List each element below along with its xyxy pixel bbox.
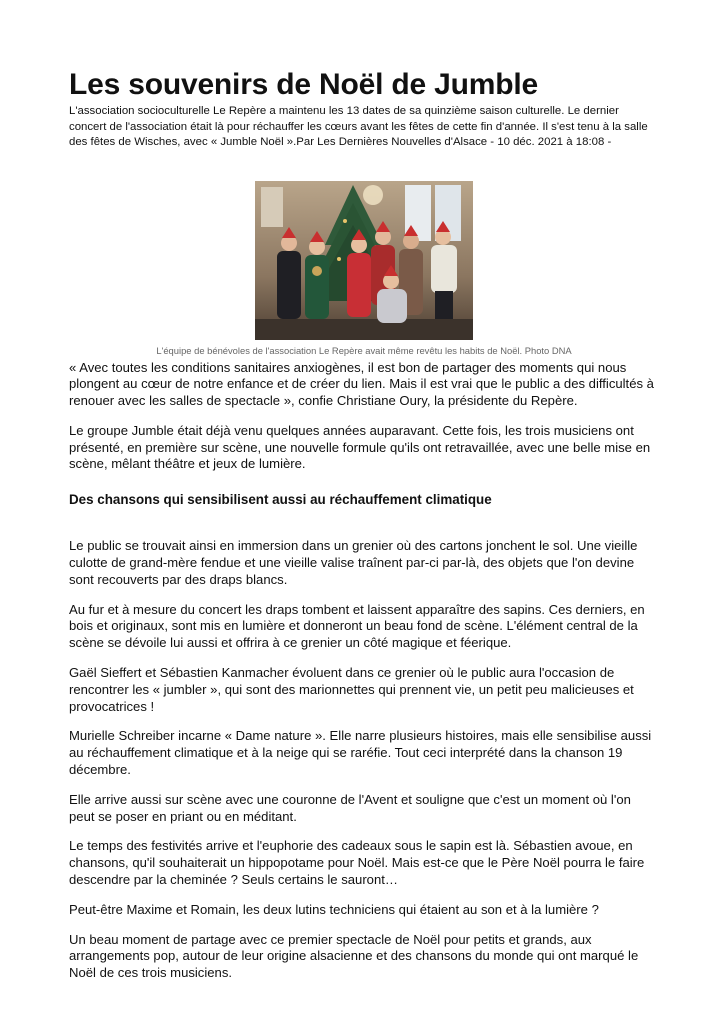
paragraph-5: Elle arrive aussi sur scène avec une couronne de l'Avent et souligne que c'est un moment où l'on peut se poser en priant ou en méditant. bbox=[69, 791, 631, 824]
paragraph-1: Le public se trouvait ainsi en immersion dans un grenier où des cartons jonchent le sol. Une vieille culotte de grand-mère fendue et une vieille valise traînent par-ci par-là, des objets que l'on devine sont recouverts par des draps blancs. bbox=[69, 538, 638, 587]
article-title: Les souvenirs de Noël de Jumble bbox=[69, 68, 538, 101]
paragraph-2: Au fur et à mesure du concert les draps tombent et laissent apparaître des sapins. Ces derniers, en bois et originaux, sont mis en lumière et donneront un beau fond de scène. L'élément central de la scène se dévoile lui aussi et offrira à ce grenier un côté magique et féerique. bbox=[69, 601, 645, 651]
photo-caption: L'équipe de bénévoles de l'association Le Repère avait même revêtu les habits de Noël. Photo DNA bbox=[156, 344, 572, 356]
paragraph-intro-1: « Avec toutes les conditions sanitaires anxiogènes, il est bon de partager des moments qui nous plongent au cœur de notre enfance et de créer du lien. Mais il est vrai que le public a des difficultés à renouer avec les salles de spectacle », confie Christiane Oury, la présidente du Repère. bbox=[69, 359, 654, 409]
article-body bbox=[69, 360, 659, 983]
article-figure bbox=[69, 181, 659, 357]
article-lede: L'association socioculturelle Le Repère a maintenu les 13 dates de sa quinzième saison culturelle. Le dernier concert de l'association était là pour réchauffer les cœurs avant les fêtes de cette fin d'année. Il s'est tenu à la salle des fêtes de Wisches, avec « Jumble Noël ».Par Les Dernières Nouvelles d'Alsace - 10 déc. 2021 à 18:08 - bbox=[69, 105, 648, 148]
paragraph-intro-2: Le groupe Jumble était déjà venu quelques années auparavant. Cette fois, les trois musiciens ont présenté, en première sur scène, une nouvelle formule qu'ils ont retravaillée, avec une belle mise en scène, mêlant théâtre et jeux de lumière. bbox=[69, 422, 651, 472]
section-subheading: Des chansons qui sensibilisent aussi au réchauffement climatique bbox=[69, 492, 492, 508]
paragraph-8: Un beau moment de partage avec ce premier spectacle de Noël pour petits et grands, aux arrangements pop, autour de leur origine alsacienne et des chansons du monde qui ont marqué le Noël de ces trois musiciens. bbox=[69, 931, 639, 981]
article-photo bbox=[255, 181, 473, 340]
paragraph-4: Murielle Schreiber incarne « Dame nature ». Elle narre plusieurs histoires, mais elle sensibilise aussi au réchauffement climatique et à la neige qui se raréfie. Tout ceci interprété dans la chanson 19 décembre. bbox=[69, 728, 652, 778]
paragraph-3: Gaël Sieffert et Sébastien Kanmacher évoluent dans ce grenier où le public aura l'occasion de rencontrer les « jumbler », qui sont des marionnettes qui prennent vie, un petit peu malicieuses et provocatrices ! bbox=[69, 665, 634, 714]
article bbox=[69, 68, 659, 995]
paragraph-6: Le temps des festivités arrive et l'euphorie des cadeaux sous le sapin est là. Sébastien avoue, en chansons, qu'il souhaiterait un hippopotame pour Noël. Mais est-ce que le Père Noël pourra le faire descendre par la cheminée ? Seuls certains le sauront… bbox=[69, 838, 645, 888]
paragraph-7: Peut-être Maxime et Romain, les deux lutins techniciens qui étaient au son et à la lumière ? bbox=[69, 901, 599, 917]
